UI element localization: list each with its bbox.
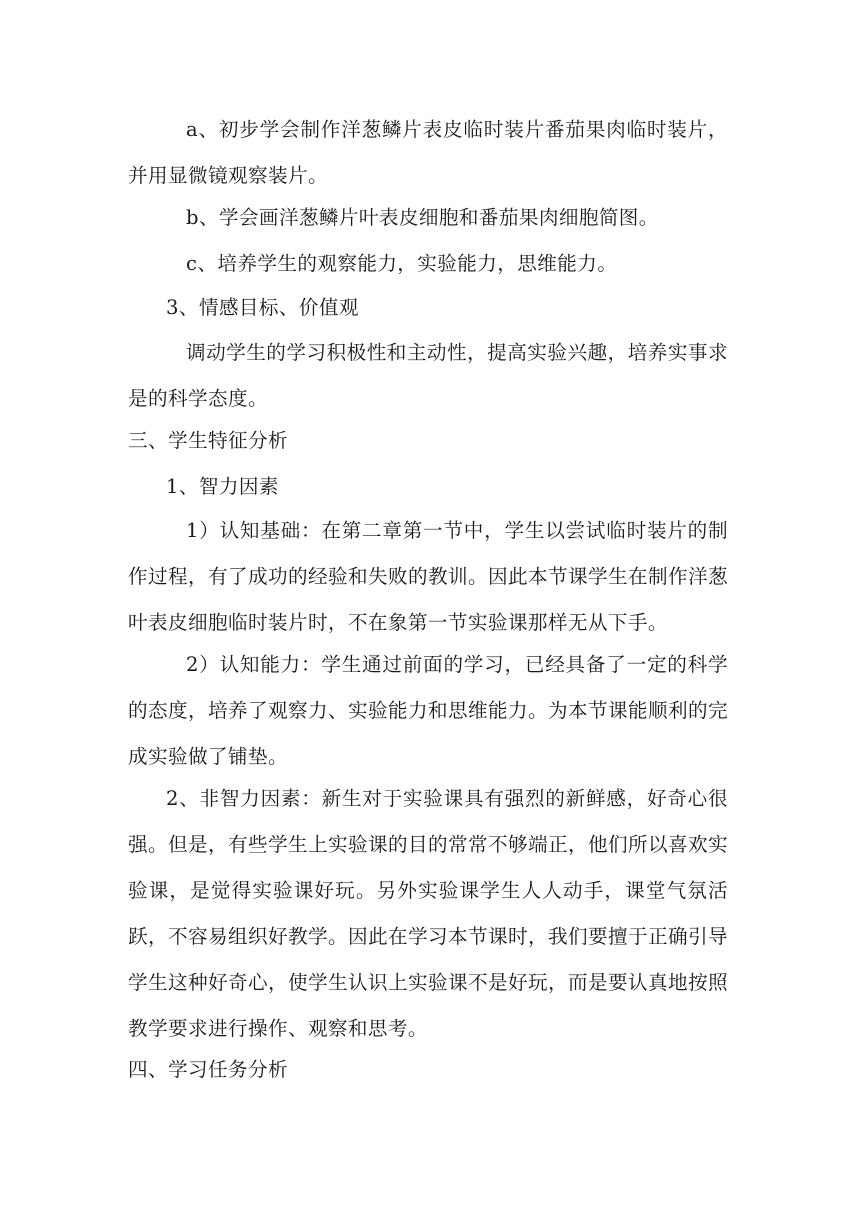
attitude-paragraph: 调动学生的学习积极性和主动性，提高实验兴趣，培养实事求是的科学态度。 bbox=[128, 341, 728, 410]
section-four-heading: 四、学习任务分析 bbox=[128, 1058, 288, 1081]
objective-a-paragraph: a、初步学会制作洋葱鳞片表皮临时装片番茄果肉临时装片，并用显微镜观察装片。 bbox=[128, 118, 728, 187]
section-three-heading: 三、学生特征分析 bbox=[128, 429, 288, 452]
objective-c-paragraph: c、培养学生的观察能力，实验能力，思维能力。 bbox=[186, 252, 618, 275]
intellectual-factors-heading: 1、智力因素 bbox=[166, 475, 279, 498]
cognitive-basis-paragraph: 1）认知基础：在第二章第一节中，学生以尝试临时装片的制作过程，有了成功的经验和失败的教训。因此本节课学生在制作洋葱叶表皮细胞临时装片时，不在象第一节实验课那样无从下手。 bbox=[128, 519, 728, 634]
objective-b-paragraph: b、学会画洋葱鳞片叶表皮细胞和番茄果肉细胞简图。 bbox=[186, 206, 659, 229]
non-intellectual-paragraph: 2、非智力因素：新生对于实验课具有强烈的新鲜感，好奇心很强。但是，有些学生上实验课的目的常常不够端正，他们所以喜欢实验课，是觉得实验课好玩。另外实验课学生人人动手，课堂气氛活跃，不容易组织好教学。因此在学习本节课时，我们要擅于正确引导学生这种好奇心，使学生认识上实验课不是好玩，而是要认真地按照教学要求进行操作、观察和思考。 bbox=[128, 787, 728, 1040]
emotional-goals-heading: 3、情感目标、价值观 bbox=[166, 296, 359, 319]
cognitive-ability-paragraph: 2）认知能力：学生通过前面的学习，已经具备了一定的科学的态度，培养了观察力、实验能力和思维能力。为本节课能顺利的完成实验做了铺垫。 bbox=[128, 653, 728, 768]
